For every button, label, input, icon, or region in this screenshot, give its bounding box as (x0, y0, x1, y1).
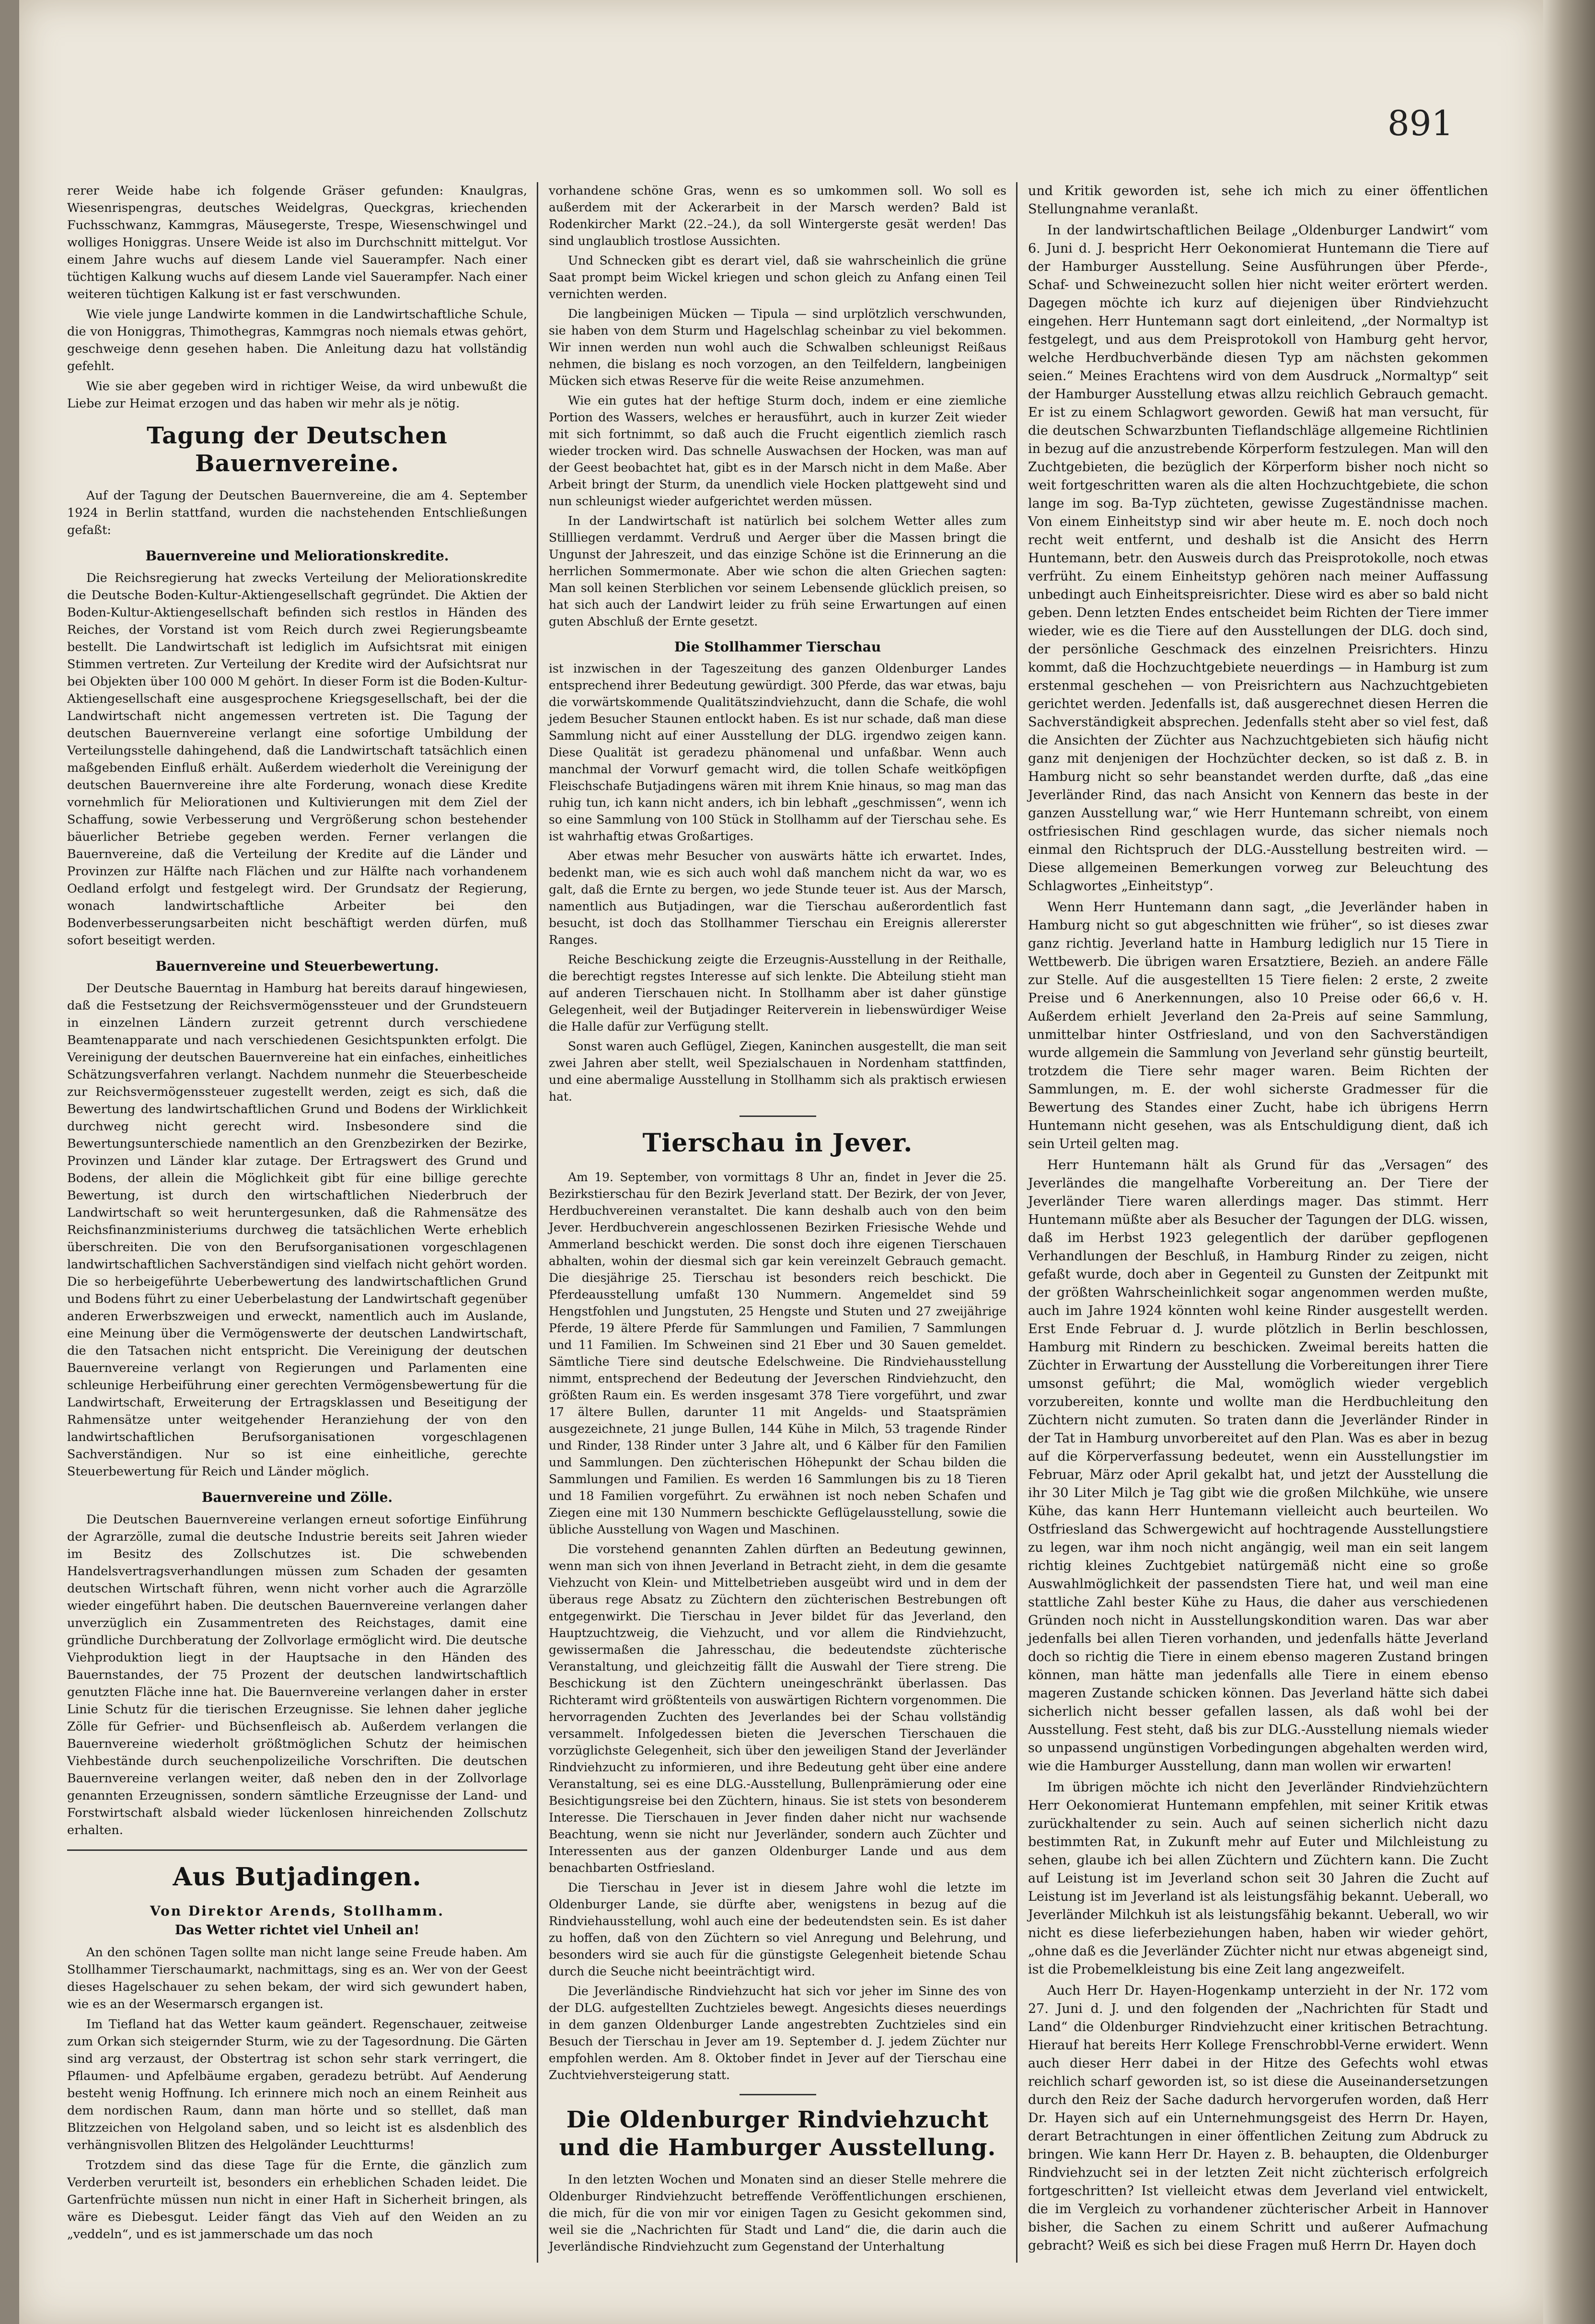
paragraph: Die Tierschau in Jever ist in diesem Jahre wohl die letzte im Oldenburger Lande, sie dürfte aber, wenigstens in bezug auf die Rindviehausstellung, wohl auch eine der bedeutendsten sein. Es ist daher zu hoffen, daß von den Züchtern so viel Anregung und Belehrung, und besonders wird sie auch für die günstigste Gelegenheit bietende Schau durch die Seuche nicht beeinträchtigt wird. (549, 1881, 1006, 1978)
newspaper-page (19, 0, 1543, 2324)
paragraph: Sonst waren auch Geflügel, Ziegen, Kaninchen ausgestellt, die man seit zwei Jahren aber stellt, weil Spezialschauen in Nordenham stattfinden, und eine abermalige Ausstellung in Stollhamm sich als praktisch erwiesen hat. (549, 1039, 1006, 1104)
paragraph: und Kritik geworden ist, sehe ich mich zu einer öffentlichen Stellungnahme veranlaßt. (1028, 184, 1488, 217)
paragraph: In der Landwirtschaft ist natürlich bei solchem Wetter alles zum Stillliegen verdammt. Verdruß und Aerger über die Massen bringt die Ungunst der Jahreszeit, und das einzige Schöne ist die Erinnerung an die herrlichen Sommermonate. Aber wie schon die alten Griechen sagten: Man soll keinen Sterblichen vor seinem Lebensende glücklich preisen, so hat sich auch der Landwirt leider zu früh seine Erwartungen auf einen guten Abschluß der Ernte gesetzt. (549, 514, 1006, 628)
paragraph: Die langbeinigen Mücken — Tipula — sind urplötzlich verschwunden, sie haben von dem Sturm und Hagelschlag scheinbar zu viel bekommen. Wir innen werden nun wohl auch die Schwalben schleunigst Reißaus nehmen, die bislang es noch vorzogen, an den Teilfeldern, langbeinigen Mücken sich etwas Reserve für die weite Reise anzumehmen. (549, 307, 1006, 388)
paragraph: Und Schnecken gibt es derart viel, daß sie wahrscheinlich die grüne Saat prompt beim Wickel kriegen und schon gleich zu Anfang einen Teil vernichten werden. (549, 254, 1006, 301)
paragraph: Auch Herr Dr. Hayen-Hogenkamp unterzieht in der Nr. 172 vom 27. Juni d. J. und den folgenden der „Nachrichten für Stadt und Land“ die Oldenburger Rindviehzucht einer kritischen Betrachtung. Hierauf hat bereits Herr Kollege Frenschrobbl-Verne erwidert. Wenn auch dieser Herr dabei in der Hitze des Gefechts wohl etwas reichlich scharf geworden ist, so ist diese die Auseinandersetzungen durch den Reiz der Sache dadurch hervorgerufen worden, daß Herr Dr. Hayen sich auf ein Unternehmungsgeist des Herrn Dr. Hayen, derart Betrachtungen in einer öffentlichen Zeitung zum Abdruck zu bringen. Wie kann Herr Dr. Hayen z. B. behaupten, die Oldenburger Rindviehzucht sei in der letzten Zeit nicht züchterisch erfolgreich fortgeschritten? Ist vielleicht etwas dem Jeverland viel entwickelt, die im Vergleich zu vorhandener züchterischer Arbeit in Hannover bisher, die Sachen zu einem Schritt und außerer Aufmachung gebracht? Weiß es sich bei diese Fragen muß Herrn Dr. Hayen doch (1028, 1983, 1488, 2253)
subheading-zoelle: Bauernvereine und Zölle. (201, 1489, 393, 1505)
paragraph: Im Tiefland hat das Wetter kaum geändert. Regenschauer, zeitweise zum Orkan sich steigernder Sturm, wie zu der Tagesordnung. Die Gärten sind arg verzaust, der Obstertrag ist schon sehr stark verringert, die Pflaumen- und Apfelbäume ergaben, geradezu betrübt. Auf Aenderung besteht wenig Hoffnung. Ich erinnere mich noch an einem Reinheit aus dem nordischen Raum, dann man hörte und so stelllet, daß man Blitzzeichen von Helgoland saben, und so leicht ist es alsdenblich des verhängnisvollen Blitzen des Helgoländer Leuchtturms! (67, 2017, 527, 2152)
headline-butjadingen: Aus Butjadingen. (173, 1862, 422, 1892)
column-2 (549, 182, 1006, 2258)
byline-author: Von Direktor Arends, Stollhamm. (150, 1903, 445, 1919)
paragraph: Die Jeverländische Rindviehzucht hat sich vor jeher im Sinne des von der DLG. aufgestellten Zuchtzieles bewegt. Angesichts dieses neuerdings in dem ganzen Oldenburger Lande angestrebten Zuchtzieles sind ein Besuch der Tierschau in Jever am 19. September d. J. jedem Züchter nur empfohlen werden. Am 8. Oktober findet in Jever auf der Tierschau eine Zuchtviehversteigerung statt. (549, 1984, 1006, 2082)
section-divider (67, 1849, 527, 1851)
paragraph: rerer Weide habe ich folgende Gräser gefunden: Knaulgras, Wiesenrispengras, deutsches Weidelgras, Queckgras, kriechenden Fuchsschwanz, Kammgras, Mäusegerste, Trespe, Wiesenschwingel und wolliges Honiggras. Unsere Weide ist also im Durchschnitt mittelgut. Vor einem Jahre wuchs auf diesem Lande viel Sauerampfer. Nach einer tüchtigen Kalkung wuchs auf diesem Lande viel Sauerampfer. Nach einer weiteren tüchtigen Kalkung ist er fast verschwunden. (67, 184, 527, 302)
page-number: 891 (1387, 103, 1454, 143)
column-1 (67, 182, 527, 2246)
paragraph: In der landwirtschaftlichen Beilage „Oldenburger Landwirt“ vom 6. Juni d. J. bespricht Herr Oekonomierat Huntemann die Tiere auf der Hamburger Ausstellung. Seine Ausführungen über Pferde-, Schaf- und Schweinezucht sollen hier nicht weiter erörtert werden. Dagegen möchte ich kurz auf diejenigen über Rindviehzucht eingehen. Herr Huntemann sagt dort einleitend, „der Normaltyp ist festgelegt, und aus dem Preisprotokoll von Hamburg geht hervor, welche Herdbuchverbände diesen Typ am nächsten gekommen seien.“ Meines Erachtens wird von dem Ausdruck „Normaltyp“ seit der Hamburger Ausstellung etwas allzu reichlich Gebrauch gemacht. Er ist zu einem Schlagwort geworden. Gewiß hat man versucht, für die deutschen Schwarzbunten Tieflandschläge allgemeine Richtlinien in bezug auf die anzustrebende Körperform festzulegen. Man will den Zuchtgebieten, die bezüglich der Körperform bisher noch nicht so weit fortgeschritten waren als die alten Hochzuchtgebiete, die schon lange im sog. Ba-Typ züchteten, gewisse Zugeständnisse machen. Von einem Einheitstyp sind wir aber heute m. E. noch doch noch recht weit entfernt, und deshalb ist die Ansicht des Herrn Huntemann, betr. den Ausweis durch das Preisprotokolle, noch etwas verfrüht. Zu einem Einheitstyp gehören nach meiner Auffassung unbedingt auch Einheitspreisrichter. Diese wird es aber so bald nicht geben. Denn letzten Endes entscheidet beim Richten der Tiere immer wieder, wie es die Tiere auf den Ausstellungen der DLG. doch sind, der persönliche Geschmack des einzelnen Preisrichters. Hinzu kommt, daß die Hochzuchtgebiete neuerdings — in Hamburg ist zum erstenmal geschehen — von Preisrichtern aus Nachzuchtgebieten gerichtet werden. Jedenfalls ist, daß ausgerechnet diesen Herren die Sachverständigkeit absprechen. Jedenfalls steht aber so viel fest, daß die Ansichten der Züchter aus Nachzuchtgebieten sich häufig nicht ganz mit denjenigen der Hochzüchter decken, so ist daß z. B. in Hamburg nicht so sehr beanstandet werden durfte, daß „das eine Jeverländer Rind, das nach Ansicht von Kennern das beste in der ganzen Ausstellung war,“ wie Herr Huntemann schreibt, von einem ostfriesischen Rind geschlagen wurde, das sicher niemals noch einmal den Richtspruch der DLG.-Ausstellung bestreiten wird. — Diese allgemeinen Bemerkungen vorweg zur Beleuchtung des Schlagwortes „Einheitstyp“. (1028, 223, 1488, 894)
subheading-meliorationskredite: Bauernvereine und Meliorationskredite. (145, 548, 449, 564)
paragraph: Trotzdem sind das diese Tage für die Ernte, die gänzlich zum Verderben verurteilt ist, besonders ein erheblichen Schaden leidet. Die Gartenfrüchte müssen nun nicht in einer Haft in Sicherheit bringen, als wäre es Diebesgut. Leider fängt das Vieh auf den Weiden an zu „veddeln“, und es ist jammerschade um das noch (67, 2158, 527, 2242)
headline-tierschau-jever: Tierschau in Jever. (642, 1128, 913, 1158)
paragraph: An den schönen Tagen sollte man nicht lange seine Freude haben. Am Stollhammer Tierschaumarkt, nachmittags, sing es an. Wer von der Geest dieses Hagelschauer zu sehen bekam, der wird sich gewundert haben, wie es an der Wesermarsch ergangen ist. (67, 1945, 527, 2011)
paragraph: Wie ein gutes hat der heftige Sturm doch, indem er eine ziemliche Portion des Wassers, welches er herausführt, auch in kurzer Zeit wieder mit sich fortnimmt, so daß auch die Frucht eigentlich ziemlich rasch wieder trocken wird. Das schnelle Auswachsen der Hocken, was man auf der Geest beobachtet hat, gibt es in der Marsch nicht in dem Maße. Aber Arbeit bringt der Sturm, da unendlich viele Hocken plattgeweht sind und nun schleunigst wieder aufgerichtet werden müssen. (549, 394, 1006, 508)
paragraph: Wenn Herr Huntemann dann sagt, „die Jeverländer haben in Hamburg nicht so gut abgeschnitten wie früher“, so ist dieses zwar ganz richtig. Jeverland hatte in Hamburg lediglich nur 15 Tiere in Wettbewerb. Die übrigen waren Ersatztiere, Bezieh. an andere Fälle zur Stelle. Auf die ausgestellten 15 Tiere fielen: 2 erste, 2 zweite Preise und 6 Anerkennungen, also 10 Preise oder 66,6 v. H. Außerdem erhielt Jeverland den 2a-Preis auf seine Sammlung, unmittelbar hinter Ostfriesland, und von den Sachverständigen wurde allgemein die Sammlung von Jeverland sehr günstig beurteilt, trotzdem die Tiere sehr mager waren. Beim Richten der Sammlungen, m. E. der wohl sicherste Gradmesser für die Bewertung des Standes einer Zucht, habe ich übrigens Herrn Huntemann nicht gesehen, was als Entschuldigung dient, daß ich sein Urteil gelten mag. (1028, 900, 1488, 1151)
paragraph: Aber etwas mehr Besucher von auswärts hätte ich erwartet. Indes, bedenkt man, wie es sich auch wohl daß manchem nicht da war, wo es galt, daß die Ernte zu bergen, wo jede Stunde teuer ist. Aus der Marsch, namentlich aus Butjadingen, war die Tierschau außerordentlich fast besucht, ist doch das Stollhammer Tierschau ein Ereignis allererster Ranges. (549, 849, 1006, 947)
column-rule-left (537, 182, 538, 2263)
paragraph: Herr Huntemann hält als Grund für das „Versagen“ des Jeverländes die mangelhafte Vorbereitung an. Der Tiere der Jeverländer Tiere waren allerdings mager. Das stimmt. Herr Huntemann müßte aber als Besucher der Tagungen der DLG. wissen, daß im Herbst 1923 gelegentlich der darüber gepflogenen Verhandlungen der Beschluß, in Hamburg Rinder zu zeigen, nicht gefaßt wurde, doch aber in Gegenteil zu Gunsten der Zeitpunkt mit der größten Wahrscheinlichkeit sogar angenommen werden mußte, auch im Jahre 1924 könnten wohl keine Rinder ausgestellt werden. Erst Ende Februar d. J. wurde plötzlich in Berlin beschlossen, Hamburg mit Rindern zu beschicken. Zweimal bereits hatten die Züchter in Erwartung der Ausstellung die Vorbereitungen ihrer Tiere umsonst geführt; die Mal, womöglich wieder vergeblich vorzubereiten, konnte und wollte man die Herdbuchleitung den Züchtern nicht zumuten. So traten dann die Jeverländer Rinder in der Tat in Hamburg unvorbereitet auf den Plan. Was es aber in bezug auf die Körperverfassung bedeutet, wenn ein Ausstellungstier im Februar, März oder April gekalbt hat, und jetzt der Ausstellung die ihr 30 Liter Milch je Tag gibt wie die großen Milchkühe, wie unsere Kühe, das kann Herr Huntemann vielleicht auch beurteilen. Wo Ostfriesland das Schwergewicht auf hochtragende Ausstellungstiere zu legen, war ihm noch nicht angängig, weil man ein seit langem richtig kleines Zuchtgebiet natürgemäß nicht eine so große Auswahlmöglichkeit der passendsten Tiere hat, und weil man eine stattliche Zahl bester Kühe zu Haus, die daher aus verschiedenen Gründen noch nicht in Ausstellungskondition waren. Das war aber jedenfalls bei allen Tieren vorhanden, und jedenfalls hätte Jeverland doch so richtig die Tiere in einem ebenso mageren Zustand bringen können, man hätte man jedenfalls alle Tiere in einem ebenso mageren Zustande schicken können. Das Jeverland hätte sich dabei sicherlich nicht besser gefallen lassen, als daß wohl bei der Ausstellung. Fest steht, daß bis zur DLG.-Ausstellung niemals wieder so unpassend ungünstigen Vorbedingungen abgehalten werden wird, wie die Hamburger Ausstellung, dann man wollen wir erwarten! (1028, 1158, 1488, 1774)
paragraph: Wie viele junge Landwirte kommen in die Landwirtschaftliche Schule, die von Honiggras, Thimothegras, Kammgras noch niemals etwas gehört, geschweige denn gesehen haben. Die Anleitung dazu hat vollständig gefehlt. (67, 307, 527, 373)
headline-tagung: Tagung der Deutschen Bauernvereine. (147, 422, 448, 477)
paragraph: Auf der Tagung der Deutschen Bauernvereine, die am 4. September 1924 in Berlin stattfand, wurden die nachstehenden Entschließungen gefaßt: (67, 488, 527, 537)
subheading-steuerbewertung: Bauernvereine und Steuerbewertung. (155, 958, 439, 974)
subheading-stollhammer-tierschau: Die Stollhammer Tierschau (674, 639, 881, 655)
paragraph: vorhandene schöne Gras, wenn es so umkommen soll. Wo soll es außerdem mit der Ackerarbeit in der Marsch werden? Bald ist Rodenkircher Markt (22.–24.), da soll Wintergerste gesät werden! Das sind unglaublich trostlose Aussichten. (549, 184, 1006, 248)
headline-oldenburger-rindviehzucht: Die Oldenburger Rindviehzucht und die Hamburger Ausstellung. (559, 2106, 996, 2161)
section-divider (740, 2094, 816, 2095)
paragraph: Am 19. September, von vormittags 8 Uhr an, findet in Jever die 25. Bezirkstierschau für den Bezirk Jeverland statt. Der Bezirk, der von Jever, Herdbuchvereinen veranstaltet. Die kann deshalb auch von den beim Jever. Herdbuchverein angeschlossenen Bezirken Friesische Wehde und Ammerland beschickt werden. Die sonst doch ihre eigenen Tierschauen abhalten, wohin der diesmal sich gar kein vereinzelt Gebrauch gemacht. Die diesjährige 25. Tierschau ist besonders reich beschickt. Die Pferdeausstellung umfaßt 130 Nummern. Angemeldet sind 59 Hengstfohlen und Jungstuten, 25 Hengste und Stuten und 27 zweijährige Pferde, 19 ältere Pferde für Sammlungen und Familien, 7 Sammlungen und 11 Familien. Im Schweinen sind 21 Eber und 30 Sauen gemeldet. Sämtliche Tiere sind deutsche Edelschweine. Die Rindviehausstellung nimmt, entsprechend der Bedeutung der Jeverschen Rindviehzucht, den größten Raum ein. Es werden insgesamt 378 Tiere vorgeführt, und zwar 17 ältere Bullen, darunter 11 mit Angelds- und Staatsprämien ausgezeichnete, 21 junge Bullen, 144 Kühe in Milch, 53 tragende Rinder und Rinder, 138 Rinder unter 3 Jahre alt, und 6 Kälber für den Familien und Sammlungen. Den züchterischen Höhepunkt der Schau bilden die Sammlungen und Familien. Es werden 16 Sammlungen bis zu 18 Tieren und 18 Familien vorgeführt. Zu erwähnen ist noch neben Schafen und Ziegen eine mit 130 Nummern beschickte Geflügelausstellung, sowie die übliche Ausstellung von Wagen und Maschinen. (549, 1170, 1006, 1536)
column-3 (1028, 182, 1488, 2258)
column-rule-right (1016, 182, 1017, 2263)
paragraph: Die Reichsregierung hat zwecks Verteilung der Meliorationskredite die Deutsche Boden-Kultur-Aktiengesellschaft gegründet. Die Aktien der Boden-Kultur-Aktiengesellschaft befinden sich restlos in Händen des Reiches, der Vorstand ist vom Reich durch zwei Regierungsbeamte bestellt. Die Landwirtschaft ist lediglich im Aufsichtsrat mit einigen Stimmen vertreten. Zur Verteilung der Kredite wird der Aufsichtsrat nur bei Objekten über 100 000 M gehört. In dieser Form ist die Boden-Kultur-Aktiengesellschaft eine ausgesprochene Kriegsgesellschaft, bei der die Landwirtschaft nicht angemessen vertreten ist. Die Tagung der deutschen Bauernvereine verlangt eine sofortige Umbildung der Verteilungsstelle dahingehend, daß die Landwirtschaft tatsächlich einen maßgebenden Einfluß erhält. Außerdem wiederholt die Vereinigung der deutschen Bauernvereine ihre alte Forderung, wonach diese Kredite vornehmlich für Meliorationen und Kultivierungen mit dem Ziel der Schaffung, sowie Verbesserung und Vergrößerung schon bestehender bäuerlicher Betriebe gegeben werden. Ferner verlangen die Bauernvereine, daß die Verteilung der Kredite auf die Länder und Provinzen zur Hälfte nach Flächen und zur Hälfte nach vorhandenem Oedland erfolgt und festgelegt wird. Der Grundsatz der Regierung, wonach landwirtschaftliche Arbeiter bei den Bodenverbesserungsarbeiten nicht beschäftigt werden dürfen, muß sofort beseitigt werden. (67, 571, 527, 948)
paragraph: ist inzwischen in der Tageszeitung des ganzen Oldenburger Landes entsprechend ihrer Bedeutung gewürdigt. 300 Pferde, das war etwas, baju die vorwärtskommende Qualitätszindviehzucht, dann die Schafe, die wohl jedem Besucher Staunen entlockt haben. Es ist nur schade, daß man diese Sammlung nicht auf einer Ausstellung der DLG. irgendwo zeigen kann. Diese Qualität ist geradezu phänomenal und unfaßbar. Wenn auch manchmal der Vorwurf gemacht wird, die tollen Schafe weitköpfigen Fleischschafe Butjadingens wären mit ihrem Knie hinaus, so mag man das ruhig tun, ich kann nicht anders, ich bin lebhaft „geschmissen“, wenn ich so eine Sammlung von 100 Stück in Stollhamm auf der Tierschau sehe. Es ist wahrhaftig etwas Großartiges. (549, 662, 1006, 843)
paragraph: Im übrigen möchte ich nicht den Jeverländer Rindviehzüchtern Herr Oekonomierat Huntemann empfehlen, mit seiner Kritik etwas zurückhaltender zu sein. Auch auf seinen sicherlich nicht dazu bestimmten Rat, in Zukunft mehr auf Euter und Milchleistung zu sehen, glaube ich bei allen Züchtern und Züchtern kann. Die Zucht auf Leistung ist im Jeverland schon seit 30 Jahren die Zucht auf Leistung ist im Jeverland ist als leistungsfähig bekannt. Ueberall, wo Jeverländer Milchkuh ist als leistungsfähig bekannt. Ueberall, wo wir nicht es diese lieferbeziehungen haben, haben wir wieder gehört, „ohne daß es die Jeverländer Züchter nicht nur etwas abgeneigt sind, ist die Probemelkleistung bis eine Zeit lang angezweifelt. (1028, 1780, 1488, 1977)
paragraph: Die vorstehend genannten Zahlen dürften an Bedeutung gewinnen, wenn man sich von ihnen Jeverland in Betracht zieht, in dem die gesamte Viehzucht von Klein- und Mittelbetrieben ausgeübt wird und in dem der überaus rege Absatz zu Züchtern den züchterischen Bestrebungen oft entgegenwirkt. Die Tierschau in Jever bildet für das Jeverland, den Hauptzuchtzweig, die Viehzucht, und vor allem die Rindviehzucht, gewissermaßen die Jahresschau, die bedeutendste züchterische Veranstaltung, und gleichzeitig fällt die Auswahl der Tiere streng. Die Beschickung ist den Züchtern uneingeschränkt überlassen. Das Richteramt wird größtenteils von auswärtigen Richtern vorgenommen. Die hervorragenden Zuchten des Jeverlandes bei der Schau vollständig versammelt. Infolgedessen bieten die Jeverschen Tierschauen die vorzüglichste Gelegenheit, sich über den jeweiligen Stand der Jeverländer Rindviehzucht zu informieren, und ihre Bedeutung geht über eine andere Veranstaltung, sei es eine DLG.-Ausstellung, Bullenprämierung oder eine Besichtigungsreise bei den Züchtern, hinaus. Sie ist stets von besonderem Interesse. Die Tierschauen in Jever finden daher nicht nur wachsende Beachtung, wenn sie nicht nur Jeverländer, sondern auch Züchter und Interessenten aus der ganzen Oldenburger Lande und aus dem benachbarten Ostfriesland. (549, 1542, 1006, 1875)
paragraph: In den letzten Wochen und Monaten sind an dieser Stelle mehrere die Oldenburger Rindviehzucht betreffende Veröffentlichungen erschienen, die mich, für die von mir vor einigen Tagen zu Gesicht gekommen sind, weil sie die „Nachrichten für Stadt und Land“ die, die darin auch die Jeverländische Rindviehzucht zum Gegenstand der Unterhaltung (549, 2173, 1006, 2254)
paragraph: Die Deutschen Bauernvereine verlangen erneut sofortige Einführung der Agrarzölle, zumal die deutsche Industrie bereits seit Jahren wieder im Besitz des Zollschutzes ist. Die schwebenden Handelsvertragsverhandlungen müssen zum Schaden der gesamten deutschen Wirtschaft führen, wenn nicht vorher auch die Agrarzölle wieder eingeführt haben. Die deutschen Bauernvereine verlangen daher unverzüglich ein Zusammentreten des Reichstages, damit eine gründliche Durchberatung der Zollvorlage ermöglicht wird. Die deutsche Viehproduktion liegt in der Hauptsache in den Händen des Bauernstandes, der 75 Prozent der deutschen landwirtschaftlich genutzten Fläche inne hat. Die Bauernvereine verlangen daher in erster Linie Schutz für die tierischen Erzeugnisse. Sie lehnen daher jegliche Zölle für Gefrier- und Büchsenfleisch ab. Außerdem verlangen die Bauernvereine wiederholt größtmöglichen Schutz der heimischen Viehbestände durch seuchenpolizeiliche Vorschriften. Die deutschen Bauernvereine verlangen weiter, daß neben den in der Zollvorlage genannten Erzeugnissen, sondern sämtliche Erzeugnisse der Land- und Forstwirtschaft alsbald wieder lückenlosen hinreichenden Zollschutz erhalten. (67, 1512, 527, 1837)
byline-subtitle: Das Wetter richtet viel Unheil an! (174, 1923, 420, 1938)
paragraph: Wie sie aber gegeben wird in richtiger Weise, da wird unbewußt die Liebe zur Heimat erzogen und das haben wir mehr als je nötig. (67, 379, 527, 411)
paragraph: Der Deutsche Bauerntag in Hamburg hat bereits darauf hingewiesen, daß die Festsetzung der Reichsvermögenssteuer und der Grundsteuern in einzelnen Ländern zurzeit getrennt durch verschiedene Beamtenapparate und nach verschiedenen Gesichtspunkten erfolgt. Die Vereinigung der deutschen Bauernvereine hat ein einfaches, einheitliches Schätzungsverfahren verlangt. Nachdem nunmehr die Steuerbescheide zur Reichsvermögenssteuer zugestellt werden, zeigt es sich, daß die Bewertung des landwirtschaftlichen Grund und Bodens der Wirklichkeit durchweg nicht gerecht wird. Insbesondere sind die Bewertungsunterschiede namentlich an den Grenzbezirken der Bezirke, Provinzen und Länder klar zutage. Der Ertragswert des Grund und Bodens, der allein die Möglichkeit gibt für eine billige gerechte Bewertung, ist durch den wirtschaftlichen Niederbruch der Landwirtschaft so weit heruntergesunken, daß die Rahmensätze des Reichsfinanzministeriums durchweg die tatsächlichen Werte erheblich überschreiten. Die von den Berufsorganisationen vorgeschlagenen landwirtschaftlichen Sachverständigen sind vielfach nicht gehört worden. Die so herbeigeführte Ueberbewertung des landwirtschaftlichen Grund und Bodens führt zu einer Ueberbelastung der Landwirtschaft gegenüber anderen Erwerbszweigen und erweckt, namentlich auch im Auslande, eine Meinung über die Vermögenswerte der deutschen Landwirtschaft, die den Tatsachen nicht entspricht. Die Vereinigung der deutschen Bauernvereine verlangt von Regierungen und Parlamenten eine schleunige Herbeiführung einer gerechten Vermögensbewertung für die Landwirtschaft, Erweiterung der Ertragsklassen und Beseitigung der Rahmensätze unter weitgehender Heranziehung der von den landwirtschaftlichen Berufsorganisationen vorgeschlagenen Sachverständigen. Nur so ist eine einheitliche, gerechte Steuerbewertung für Reich und Länder möglich. (67, 981, 527, 1479)
book-binding-edge (1543, 0, 1595, 2324)
section-divider (740, 1116, 816, 1117)
paragraph: Reiche Beschickung zeigte die Erzeugnis-Ausstellung in der Reithalle, die berechtigt regstes Interesse auf sich lenkte. Die Abteilung stieht man auf anderen Tierschauen nicht. In Stollhamm aber ist daher günstige Gelegenheit, weil der Butjadinger Reiterverein in liebenswürdiger Weise die Halle dafür zur Verfügung stellt. (549, 953, 1006, 1034)
